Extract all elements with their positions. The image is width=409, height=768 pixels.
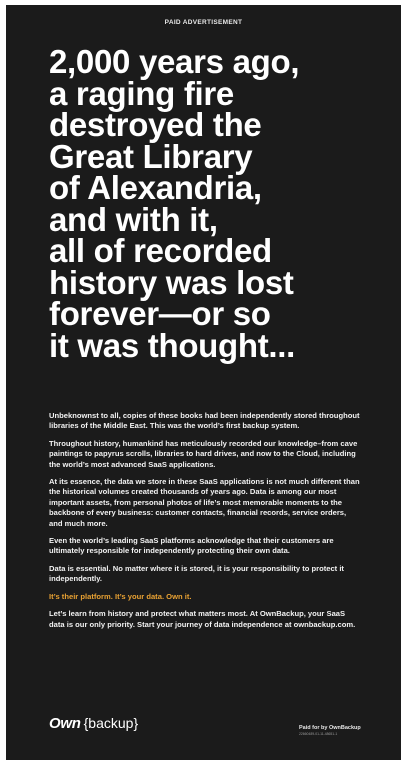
headline-line: 2,000 years ago, (49, 43, 300, 80)
body-paragraph: Data is essential. No matter where it is stored, it is your responsibility to protect it independently. (49, 563, 344, 584)
body-paragraph: Let’s learn from history and protect what matters most. At OwnBackup, your SaaS data is our only priority. Start your journey of data independence at ownbackup.com. (49, 609, 356, 629)
logo-own-text: Own (49, 715, 81, 732)
headline-line: all of recorded (49, 232, 272, 269)
reference-code: 22660489-01-11-48651-1 (299, 732, 338, 736)
headline-line: forever—or so (49, 295, 271, 332)
headline-line: of Alexandria, (49, 169, 262, 206)
paid-advertisement-label: PAID ADVERTISEMENT (164, 19, 243, 26)
headline-line: it was thought... (49, 326, 296, 364)
body-copy (49, 411, 361, 637)
body-paragraph: Unbeknownst to all, copies of these books had been independently stored throughout libraries of the Middle East. This was the world’s first backup system. (49, 411, 360, 431)
logo-brace-close: } (133, 715, 139, 731)
headline-line: destroyed the (49, 106, 262, 143)
headline-line: history was lost (49, 263, 294, 301)
headline-line: and with it, (49, 200, 218, 238)
logo-brace-open: { (83, 715, 89, 731)
body-paragraph: Even the world’s leading SaaS platforms acknowledge that their customers are ultimately responsible for independently protecting their own data. (49, 536, 334, 556)
advertisement-page (6, 5, 401, 760)
logo-backup-text: backup (88, 715, 134, 731)
ownbackup-logo (49, 715, 138, 732)
body-paragraph: At its essence, the data we store in these SaaS applications is not much different than the historical volumes created thousands of years ago. Data is among our most important assets, from personal photos of life’s most memorable moments to the backbone of every business: customer contacts, financial records, service orders, and much more. (49, 477, 360, 528)
paid-for-by: Paid for by OwnBackup (299, 725, 361, 731)
headline (49, 43, 379, 364)
body-paragraph: Throughout history, humankind has meticulously recorded our knowledge–from cave paintings to papyrus scrolls, libraries to hard drives, and now to the Cloud, including the world’s most advanced SaaS applications. (49, 438, 358, 469)
headline-line: Great Library (49, 137, 253, 175)
headline-line: a raging fire (49, 74, 234, 112)
tagline: It’s their platform. It’s your data. Own it. (49, 591, 192, 601)
footer (299, 725, 394, 736)
